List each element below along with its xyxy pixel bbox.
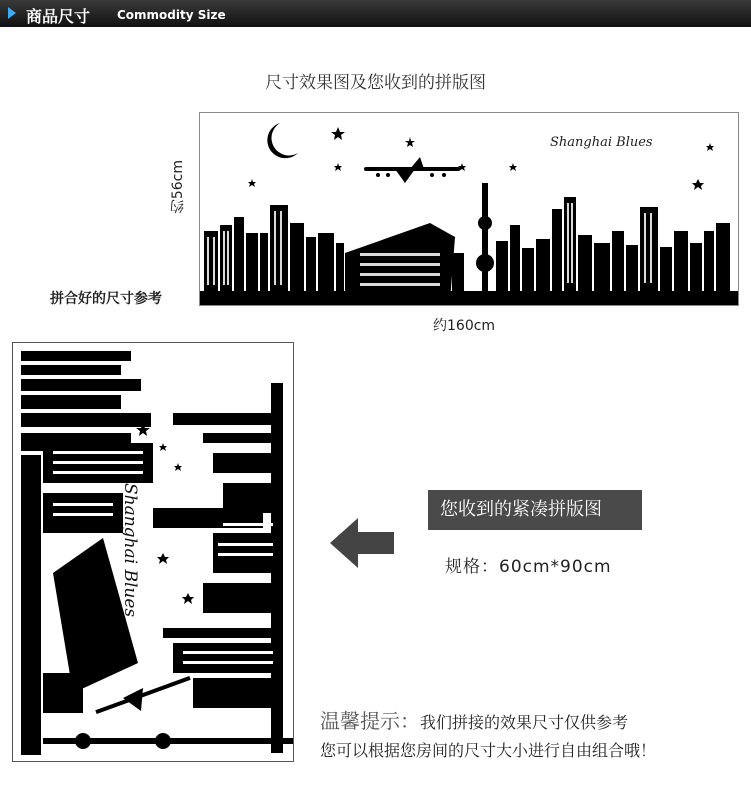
section-subtitle: Commodity Size (117, 8, 226, 22)
airplane-icon (95, 676, 190, 714)
note-text-1: 我们拼接的效果尺寸仅供参考 (420, 713, 629, 732)
note-line-2: 您可以根据您房间的尺寸大小进行自由组合哦！ (320, 741, 657, 760)
header-bar (0, 0, 751, 27)
received-sheet-tag: 您收到的紧凑拼版图 (428, 490, 642, 530)
assembled-size-label: 拼合好的尺寸参考 (50, 291, 162, 307)
note-lead: 温馨提示： (320, 709, 420, 733)
triangle-right-icon (8, 7, 16, 19)
panorama-image (199, 112, 739, 306)
width-dimension: 约160cm (433, 318, 496, 334)
height-dimension: 约56cm (170, 160, 186, 214)
brand-text: Shanghai Blues (550, 135, 653, 150)
arrow-left-icon (330, 518, 396, 568)
size-spec: 规格：60cm*90cm (445, 557, 612, 577)
brand-text: Shanghai Blues (120, 483, 140, 618)
section-title: 商品尺寸 (26, 7, 91, 26)
airplane-icon (364, 157, 460, 183)
skyline-illustration (200, 113, 738, 305)
top-caption: 尺寸效果图及您收到的拼版图 (265, 73, 486, 93)
sheet-illustration (13, 343, 293, 761)
moon-icon (267, 123, 298, 158)
decal-sheet-image (12, 342, 294, 762)
note-line-1 (320, 705, 628, 734)
